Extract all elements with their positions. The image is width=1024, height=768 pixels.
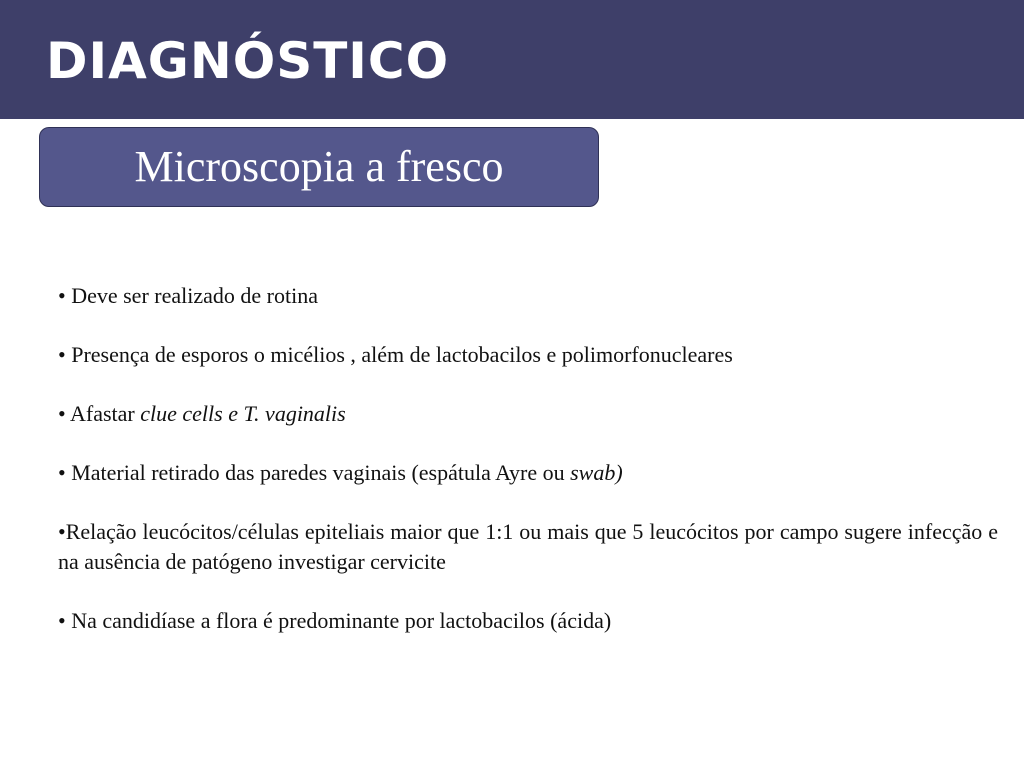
bullet-text: •Relação leucócitos/células epiteliais maior que 1:1 ou mais que 5 leucócitos por campo sugere infecção e na ausência de patógeno investigar cervicite [58,519,998,574]
bullet-italic-text: clue cells e T. vaginalis [140,401,346,426]
bullet-text: • Material retirado das paredes vaginais (espátula Ayre ou [58,460,571,485]
subtitle-text: Microscopia a fresco [134,142,504,191]
bullet-item [58,340,998,370]
bullet-item [58,606,998,636]
bullet-text: • Presença de esporos o micélios , além de lactobacilos e polimorfonucleares [58,342,733,367]
bullet-item [58,517,998,577]
bullet-text: • Afastar [58,401,141,426]
bullet-italic-text: swab) [570,460,623,485]
bullet-text: • Na candidíase a flora é predominante por lactobacilos (ácida) [58,608,612,633]
subtitle-box [39,127,599,207]
bullet-item [58,281,998,311]
bullet-list [58,281,998,636]
bullet-text: • Deve ser realizado de rotina [58,283,318,308]
bullet-item [58,399,998,429]
bullet-item [58,458,998,488]
slide-title: DIAGNÓSTICO [46,32,450,90]
